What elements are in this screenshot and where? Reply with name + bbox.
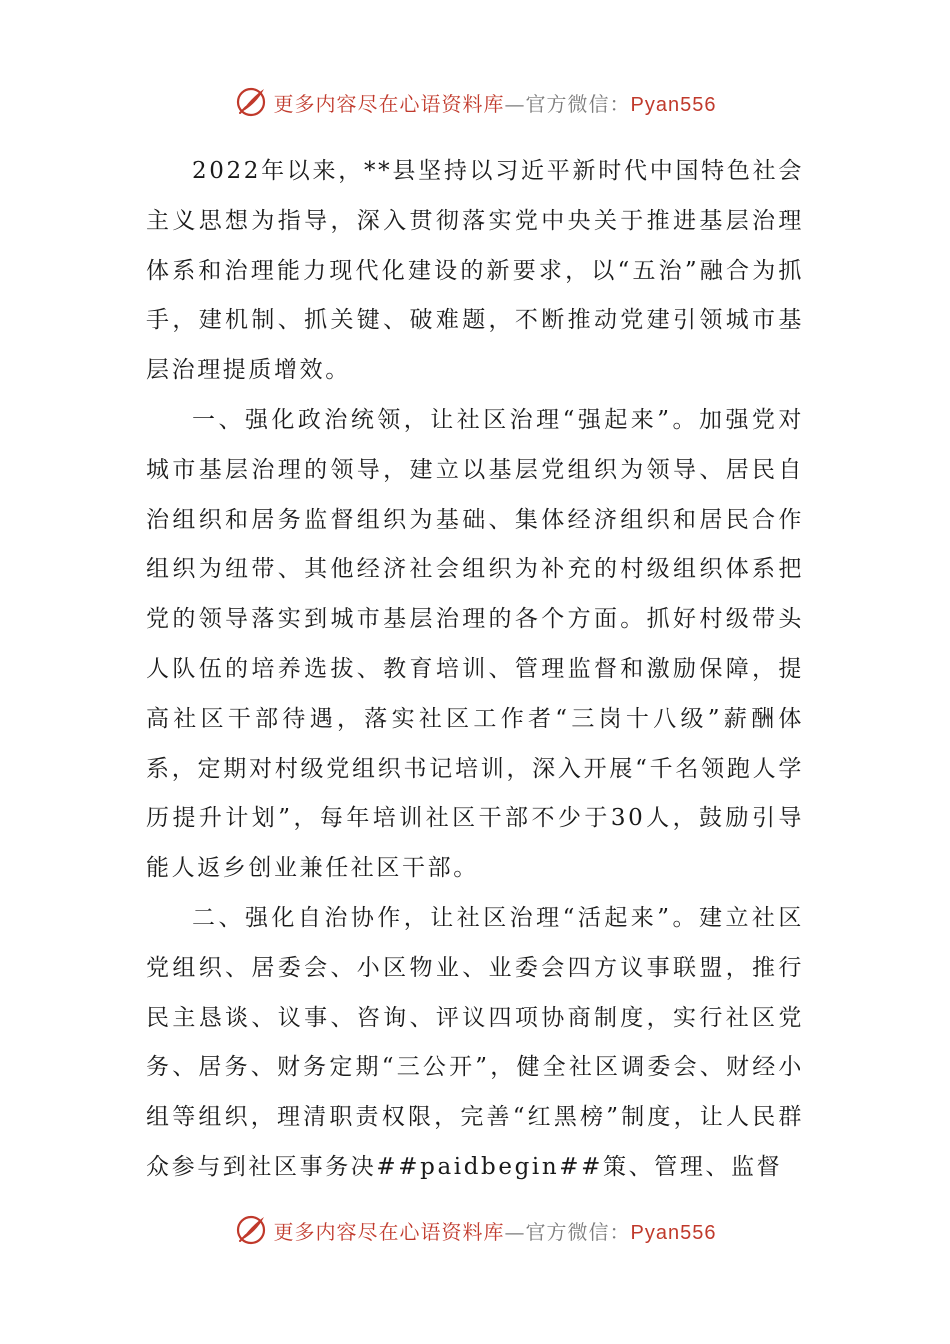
paragraph-section-two: 二、强化自治协作，让社区治理“活起来”。建立社区党组织、居委会、小区物业、业委会四方议事联盟，推行民主恳谈、议事、咨询、评议四项协商制度，实行社区党务、居务、财务定期“三公开”，健全社区调委会、财经小组等组织，理清职责权限，完善“红黑榜”制度，让人民群众参与到社区事务决##paidbegin##策、管理、监督: [146, 904, 804, 1180]
header-wechat-id: Pyan556: [630, 93, 717, 116]
header-official-text: —官方微信：: [504, 91, 631, 116]
paragraph-intro: 2022年以来，**县坚持以习近平新时代中国特色社会主义思想为指导，深入贯彻落实党中央关于推进基层治理体系和治理能力现代化建设的新要求，以“五治”融合为抓手，建机制、抓关键、破难题，不断推动党建引领城市基层治理提质增效。: [146, 158, 804, 384]
footer-official-text: —官方微信：: [504, 1219, 631, 1244]
header-text: [274, 88, 717, 117]
footer-text: [274, 1216, 717, 1245]
feather-pen-logo-icon: [234, 85, 268, 119]
document-body: [146, 147, 804, 1193]
footer-banner: [0, 1210, 950, 1250]
footer-site-text: 更多内容尽在心语资料库: [273, 1219, 505, 1244]
header-banner: [0, 82, 950, 122]
paragraph-section-one: 一、强化政治统领，让社区治理“强起来”。加强党对城市基层治理的领导，建立以基层党组织为领导、居民自治组织和居务监督组织为基础、集体经济组织和居民合作组织为纽带、其他经济社会组织为补充的村级组织体系把党的领导落实到城市基层治理的各个方面。抓好村级带头人队伍的培养选拔、教育培训、管理监督和激励保障，提高社区干部待遇，落实社区工作者“三岗十八级”薪酬体系，定期对村级党组织书记培训，深入开展“千名领跑人学历提升计划”，每年培训社区干部不少于30人，鼓励引导能人返乡创业兼任社区干部。: [146, 406, 804, 882]
header-site-text: 更多内容尽在心语资料库: [273, 91, 505, 116]
feather-pen-logo-icon: [234, 1213, 268, 1247]
footer-wechat-id: Pyan556: [630, 1221, 717, 1244]
